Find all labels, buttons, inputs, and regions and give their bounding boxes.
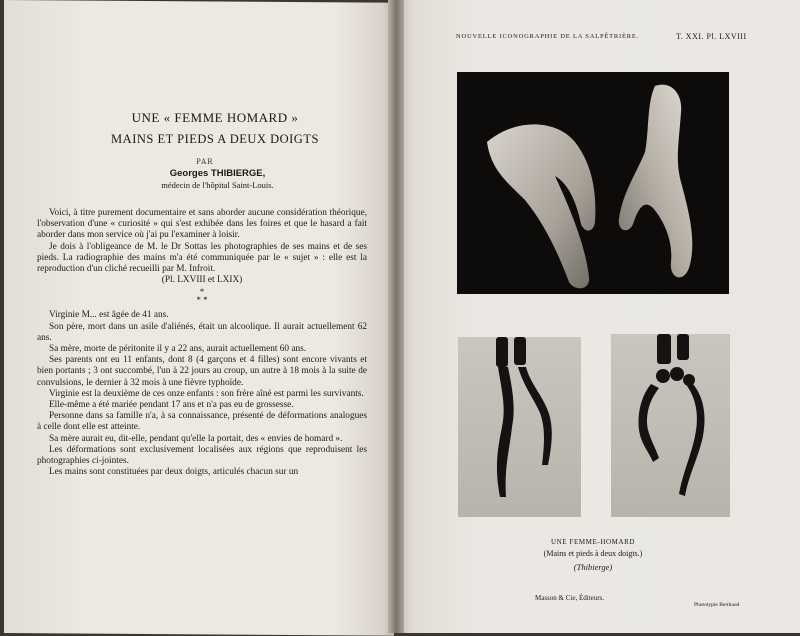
separator-stars: * * xyxy=(196,295,208,306)
body-paragraph: Voici, à titre purement documentaire et sans aborder aucune considération théorique, l'observation d'une « curiosité » qui s'est exhibée dans les foires et que le hasard a fait aborder dans mon service où j'ai pu l'examiner à loisir. xyxy=(37,208,367,241)
plate-caption-author: (Thibierge) xyxy=(573,562,613,572)
case-paragraph: Ses parents ont eu 11 enfants, dont 8 (4 garçons et 4 filles) sont encore vivants et bien portants ; 3 ont succombé, l'un à 22 jours au croup, un autre à 18 mois à la suite de convulsions, le dernier à 32 mois à une fièvre typhoïde. xyxy=(37,355,367,388)
author-name: Georges THIBIERGE, xyxy=(169,168,266,179)
case-paragraph: Sa mère aurait eu, dit-elle, pendant qu'elle la portait, des « envies de homard ». xyxy=(49,433,343,444)
xray-foot-left xyxy=(458,337,581,517)
case-paragraph: Sa mère, morte de péritonite il y a 22 ans, aurait actuellement 60 ans. xyxy=(49,344,307,355)
journal-header: NOUVELLE ICONOGRAPHIE DE LA SALPÊTRIÈRE. xyxy=(456,33,640,40)
right-hand xyxy=(619,85,693,278)
publisher-line: Masson & Cie, Éditeurs. xyxy=(535,594,605,602)
case-paragraph: Les déformations sont exclusivement localisées aux régions que reproduisent les photographies ci-jointes. xyxy=(37,444,367,467)
body-paragraph: Je dois à l'obligeance de M. le Dr Sottas les photographies de ses mains et de ses pieds. La radiographie des mains m'a été communiquée par le « sujet » : elle est la reproduction d'un cliché recueilli par M. Infroit. xyxy=(37,241,367,275)
xray-bones-left xyxy=(458,337,581,517)
case-paragraph: Elle-même a été mariée pendant 17 ans et n'a pas eu de grossesse. xyxy=(49,400,294,411)
left-hand xyxy=(487,124,595,288)
plate-caption-subtitle: (Mains et pieds à deux doigts.) xyxy=(543,549,643,558)
article-subtitle: MAINS ET PIEDS A DEUX DOIGTS xyxy=(111,132,319,146)
section-separator xyxy=(37,288,367,304)
par-label: PAR xyxy=(196,158,214,166)
hands-photograph xyxy=(457,72,729,294)
hands-illustration xyxy=(457,72,729,294)
article-body xyxy=(37,208,367,478)
printer-credit: Phototypie Berthaud xyxy=(694,602,740,608)
case-paragraph: Virginie est la deuxième de ces onze enfants : son frère aîné est parmi les survivants. xyxy=(49,388,364,399)
plate-number: T. XXI. Pl. LXVIII xyxy=(676,32,747,41)
plates-reference: (Pl. LXVIII et LXIX) xyxy=(161,275,243,286)
article-title: UNE « FEMME HOMARD » xyxy=(131,110,299,125)
case-paragraph: Son père, mort dans un asile d'aliénés, était un alcoolique. Il aurait actuellement 62 ans. xyxy=(37,321,367,343)
book-gutter xyxy=(388,0,404,633)
xray-foot-right xyxy=(611,334,730,517)
separator-star: * xyxy=(199,287,205,298)
case-paragraph: Personne dans sa famille n'a, à sa connaissance, présenté de déformations analogues à celle dont elle est atteinte. xyxy=(37,411,367,433)
case-paragraph: Les mains sont constituées par deux doigts, articulés chacun sur un xyxy=(49,467,299,478)
author-affiliation: médecin de l'hôpital Saint-Louis. xyxy=(161,180,274,190)
xray-bones-right xyxy=(611,334,730,517)
case-paragraph: Virginie M... est âgée de 41 ans. xyxy=(49,310,169,321)
plate-caption-title: UNE FEMME-HOMARD xyxy=(550,538,636,546)
